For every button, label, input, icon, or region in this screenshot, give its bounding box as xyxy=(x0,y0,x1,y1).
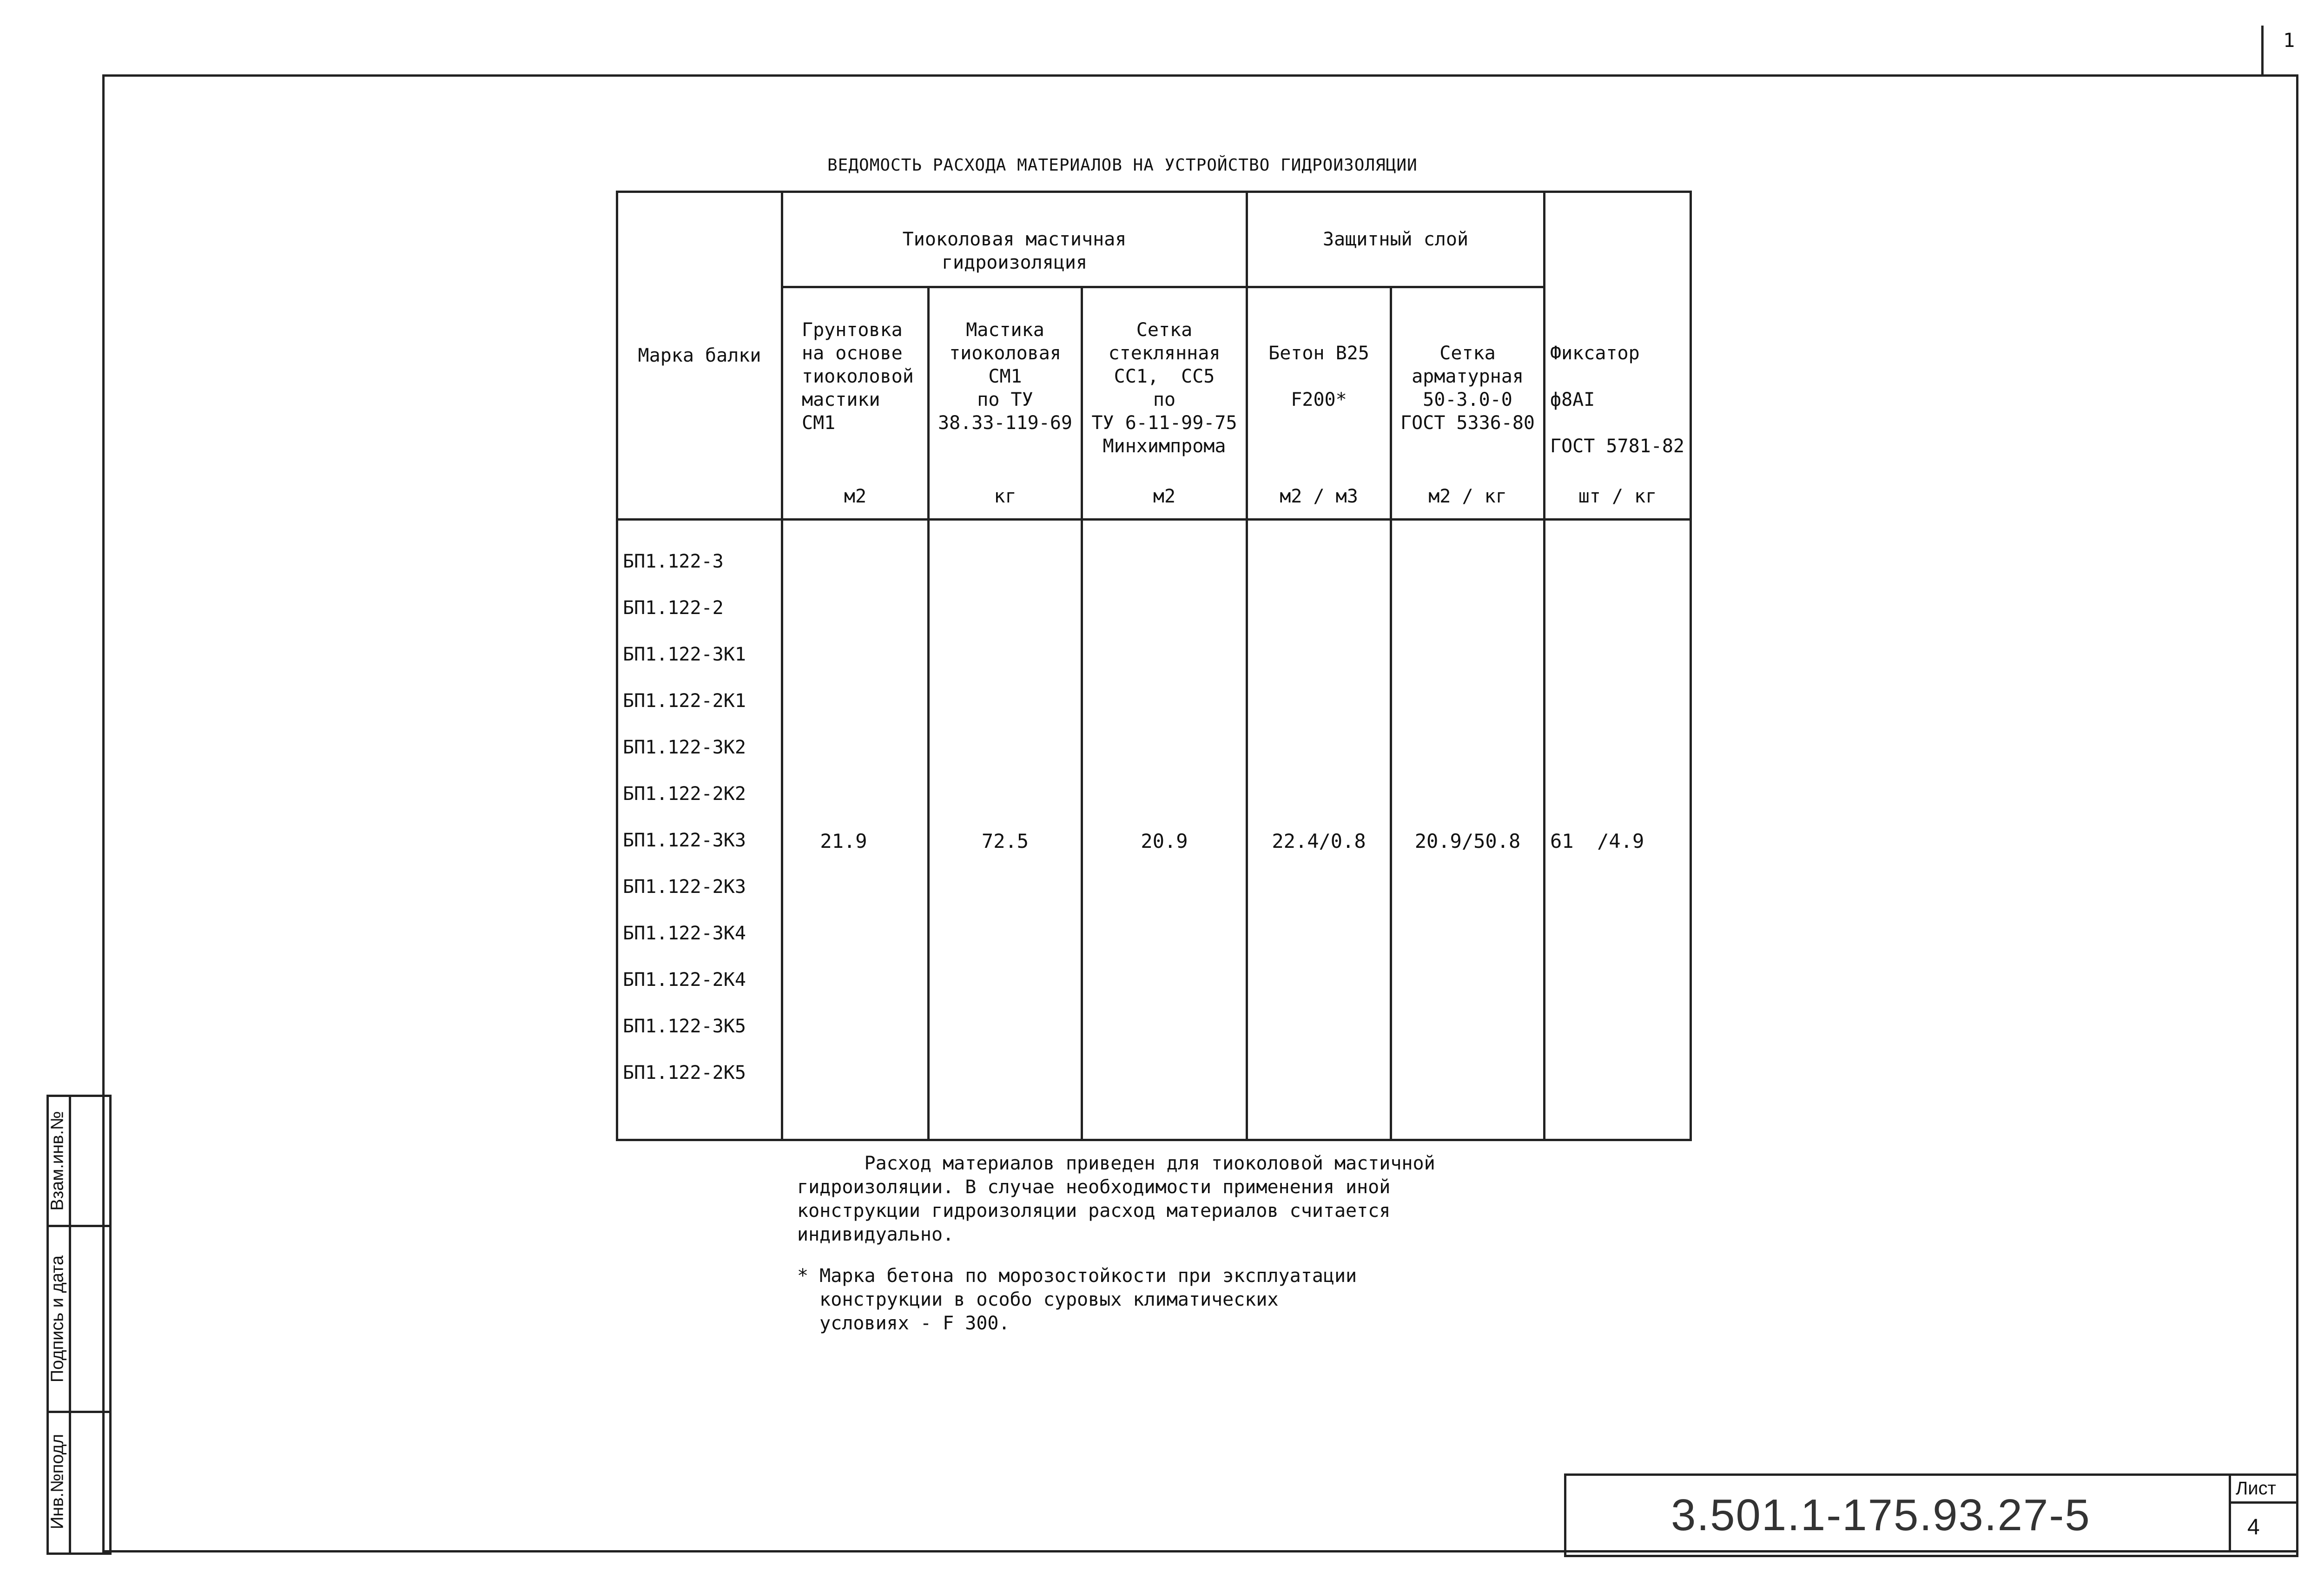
beam-mark: БП1.122-2К1 xyxy=(623,690,746,712)
side-stamp-signature-date: Подпись и дата xyxy=(47,1255,67,1383)
value-concrete: 22.4/0.8 xyxy=(1272,830,1366,852)
sheet-label: Лист xyxy=(2236,1478,2276,1499)
group-separator-thiokol xyxy=(781,286,1246,288)
value-fixator: 61 /4.9 xyxy=(1550,830,1644,852)
sheet-number: 4 xyxy=(2247,1515,2260,1539)
header-separator xyxy=(616,518,1692,521)
col-header-rebar-mesh: Сетка арматурная 50-3.0-0 ГОСТ 5336-80 xyxy=(1400,343,1535,434)
unit-primer: м2 xyxy=(844,486,867,507)
side-stamp-inv-no: Инв.№подл xyxy=(47,1433,67,1530)
beam-mark: БП1.122-2 xyxy=(623,597,724,619)
beam-mark: БП1.122-3К5 xyxy=(623,1016,746,1037)
group-header-protective: Защитный слой xyxy=(1322,229,1469,250)
document-code: 3.501.1-175.93.27-5 xyxy=(1671,1490,2091,1540)
beam-mark: БП1.122-2К5 xyxy=(623,1062,746,1083)
group-separator-protective xyxy=(1246,286,1543,288)
beam-mark: БП1.122-2К2 xyxy=(623,783,746,805)
col-header-glass-mesh: Сетка стеклянная СС1, СС5 по ТУ 6-11-99-75 Минхимпрома xyxy=(1091,319,1237,457)
side-stamp-replaced-inv: Взам.инв.№ xyxy=(47,1111,67,1211)
beam-mark: БП1.122-3К2 xyxy=(623,737,746,758)
top-right-separator xyxy=(2261,26,2264,77)
col-header-mastic: Мастика тиоколовая СМ1 по ТУ 38.33-119-69 xyxy=(938,319,1072,434)
side-stamp-divider xyxy=(69,1095,71,1552)
page-number: 1 xyxy=(2283,29,2295,52)
beam-mark: БП1.122-3К1 xyxy=(623,644,746,665)
col-header-fixator: Фиксатор ф8АI ГОСТ 5781-82 xyxy=(1550,343,1684,457)
value-mastic: 72.5 xyxy=(981,830,1029,852)
unit-rebar-mesh: м2 / кг xyxy=(1428,486,1507,507)
title-block-sheet-line xyxy=(2229,1501,2296,1504)
concrete-footnote: * Марка бетона по морозостойкости при эксплуатации конструкции в особо суровых климатических условиях - F 300. xyxy=(797,1265,1357,1334)
unit-glass-mesh: м2 xyxy=(1153,486,1176,507)
unit-mastic: кг xyxy=(994,486,1017,507)
col-header-concrete: Бетон В25 F200* xyxy=(1268,343,1369,410)
value-primer: 21.9 xyxy=(820,830,867,852)
table-border-left xyxy=(616,191,618,1141)
table-border-right xyxy=(1690,191,1692,1141)
value-glass-mesh: 20.9 xyxy=(1141,830,1188,852)
beam-mark: БП1.122-2К3 xyxy=(623,876,746,898)
unit-concrete: м2 / м3 xyxy=(1280,486,1358,507)
beam-mark: БП1.122-3К4 xyxy=(623,923,746,944)
col-line-6 xyxy=(1543,191,1545,1141)
title-block-divider xyxy=(2229,1473,2231,1552)
table-border-top xyxy=(616,191,1692,193)
beam-mark: БП1.122-3 xyxy=(623,551,724,572)
materials-note: Расход материалов приведен для тиоколовой мастичной гидроизоляции. В случае необходимости применения иной конструкции гидроизоляции расход материалов считается индивидуально. xyxy=(797,1153,1435,1245)
beam-mark: БП1.122-3К3 xyxy=(623,830,746,851)
materials-table: Марка балки Тиоколовая мастичная гидроизоляция Защитный слой Грунтовка на основе тиоколовой мастики СМ1 Мастика тиоколовая СМ1 по ТУ 38.33-119-69 Сетка стеклянная СС1, СС5 по ТУ 6-11-99-75 Минхимпрома Бетон В25 F200* Сетка арматурная 50-3.0-0 ГОСТ 5336-80 Фиксатор ф8АI ГОСТ 5781-82 м2 кг м2 м2 / м3 м2 / кг шт / кг БП1.122-3 БП1.122-2 БП1.122-3К1 БП1.122-2К1 БП1.122-3К2 БП1.122-2К2 БП1.122-3К3 БП1.122-2К3 БП1.122-3К4 БП1.122-2К4 БП1.122-3К5 БП1.122-2К5 21.9 72.5 20.9 22.4/0.8 20.9/50.8 61 /4.9 xyxy=(616,191,1692,1141)
col-line-1 xyxy=(781,191,783,1141)
group-header-thiokol: Тиоколовая мастичная гидроизоляция xyxy=(902,229,1127,273)
sheet-title: ВЕДОМОСТЬ РАСХОДА МАТЕРИАЛОВ НА УСТРОЙСТВО ГИДРОИЗОЛЯЦИИ xyxy=(827,156,1418,175)
row-header: Марка балки xyxy=(638,345,761,366)
beam-mark: БП1.122-2К4 xyxy=(623,969,746,991)
unit-fixator: шт / кг xyxy=(1578,486,1657,507)
col-line-4 xyxy=(1246,191,1248,1141)
value-rebar-mesh: 20.9/50.8 xyxy=(1414,830,1521,852)
table-border-bottom xyxy=(616,1139,1692,1141)
